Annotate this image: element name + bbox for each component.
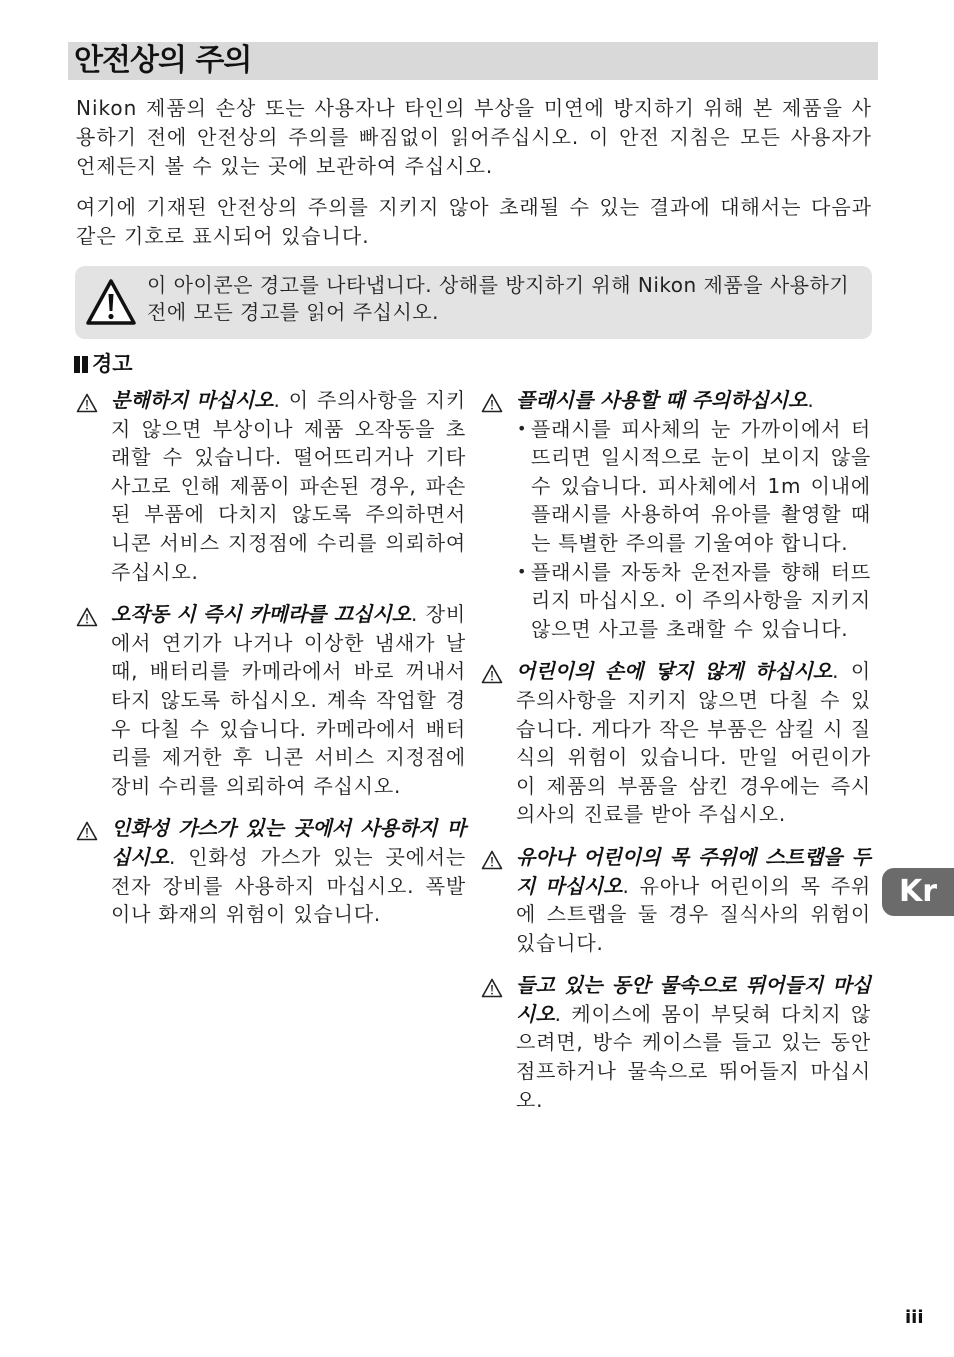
warning-item xyxy=(481,386,871,643)
warning-lead: 분해하지 마십시오 xyxy=(111,388,274,412)
warning-item xyxy=(481,971,871,1114)
warning-body: . 장비에서 연기가 나거나 이상한 냄새가 날 때, 배터리를 카메라에서 바로 꺼내서 타지 않도록 하십시오. 계속 작업할 경우 다칠 수 있습니다. 카메라에서 배터리를 제거한 후 니콘 서비스 지정점에 장비 수리를 의뢰하여 주십시오. xyxy=(111,602,466,798)
warning-body: . xyxy=(807,388,815,412)
bullet-list xyxy=(516,415,871,644)
warning-body: . 케이스에 몸이 부딪혀 다치지 않으려면, 방수 케이스를 들고 있는 동안 점프하거나 물속으로 뛰어들지 마십시오. xyxy=(516,1001,871,1112)
warning-triangle-icon xyxy=(481,664,503,684)
warning-body: . 인화성 가스가 있는 곳에서는 전자 장비를 사용하지 마십시오. 폭발이나 화재의 위험이 있습니다. xyxy=(111,844,466,927)
warning-triangle-icon xyxy=(481,850,503,870)
title-bar xyxy=(68,42,878,80)
warning-text xyxy=(111,386,466,586)
right-column xyxy=(481,386,871,1128)
warning-lead: 플래시를 사용할 때 주의하십시오 xyxy=(516,388,808,412)
warning-text xyxy=(516,386,871,415)
left-column xyxy=(76,386,466,943)
list-item xyxy=(516,558,871,644)
warning-item xyxy=(76,600,466,800)
section-heading-warning xyxy=(74,350,133,378)
section-title: 경고 xyxy=(92,352,133,376)
warning-lead: 인화성 가스가 있는 곳에서 사용하지 마십시오 xyxy=(111,816,466,869)
warning-lead: 들고 있는 동안 물속으로 뛰어들지 마십시오 xyxy=(516,973,871,1026)
warning-item xyxy=(481,657,871,829)
language-tab: Kr xyxy=(882,868,954,916)
warning-lead: 유아나 어린이의 목 주위에 스트랩을 두지 마십시오 xyxy=(516,844,871,898)
bullet-dot-icon: • xyxy=(517,418,528,438)
notice-text: 이 아이콘은 경고를 나타냅니다. 상해를 방지하기 위해 Nikon 제품을 사용하기 전에 모든 경고를 읽어 주십시오. xyxy=(147,273,850,324)
warning-text xyxy=(111,600,466,800)
warning-notice-box xyxy=(75,266,872,339)
warning-triangle-icon xyxy=(76,821,98,841)
warning-item xyxy=(481,843,871,957)
warning-body: . 이 주의사항을 지키지 않으면 다칠 수 있습니다. 게다가 작은 부품은 삼킬 시 질식의 위험이 있습니다. 만일 어린이가 이 제품의 부품을 삼킨 경우에는 즉시 의사의 진료를 받아 주십시오. xyxy=(516,659,871,827)
warning-text xyxy=(516,971,871,1114)
warning-triangle-icon xyxy=(481,393,503,413)
warning-text xyxy=(516,843,871,957)
section-marker-icon xyxy=(74,356,88,373)
warning-item xyxy=(76,814,466,928)
page-title: 안전상의 주의 xyxy=(74,43,252,78)
bullet-dot-icon: • xyxy=(517,561,528,581)
warning-lead: 오작동 시 즉시 카메라를 끄십시오 xyxy=(111,602,412,627)
warning-text xyxy=(516,657,871,829)
warning-body: . 이 주의사항을 지키지 않으면 부상이나 제품 오작동을 초래할 수 있습니다. 떨어뜨리거나 기타 사고로 인해 제품이 파손된 경우, 파손된 부품에 다치지 않도록 주의하면서 니콘 서비스 지정점에 수리를 의뢰하여 주십시오. xyxy=(111,388,466,584)
warning-text xyxy=(111,814,466,928)
intro-paragraph-2: 여기에 기재된 안전상의 주의를 지키지 않아 초래될 수 있는 결과에 대해서는 다음과 같은 기호로 표시되어 있습니다. xyxy=(76,195,872,248)
page-number: iii xyxy=(905,1307,924,1328)
warning-triangle-icon xyxy=(481,978,503,998)
list-item-text: 플래시를 피사체의 눈 가까이에서 터뜨리면 일시적으로 눈이 보이지 않을 수 있습니다. 피사체에서 1m 이내에 플래시를 사용하여 유아를 촬영할 때는 특별한 주의를 기울여야 합니다. xyxy=(531,416,871,555)
warning-body: . 유아나 어린이의 목 주위에 스트랩을 둘 경우 질식사의 위험이 있습니다. xyxy=(516,873,871,955)
warning-item xyxy=(76,386,466,586)
warning-triangle-icon xyxy=(76,607,98,627)
warning-triangle-icon xyxy=(85,278,137,326)
warning-lead: 어린이의 손에 닿지 않게 하십시오 xyxy=(516,659,833,684)
warning-triangle-icon xyxy=(76,393,98,413)
list-item xyxy=(516,415,871,558)
list-item-text: 플래시를 자동차 운전자를 향해 터뜨리지 마십시오. 이 주의사항을 지키지 않으면 사고를 초래할 수 있습니다. xyxy=(531,559,871,641)
intro-paragraph-1: Nikon 제품의 손상 또는 사용자나 타인의 부상을 미연에 방지하기 위해 본 제품을 사용하기 전에 안전상의 주의를 빠짐없이 읽어주십시오. 이 안전 지침은 모든 사용자가 언제든지 볼 수 있는 곳에 보관하여 주십시오. xyxy=(76,96,872,178)
